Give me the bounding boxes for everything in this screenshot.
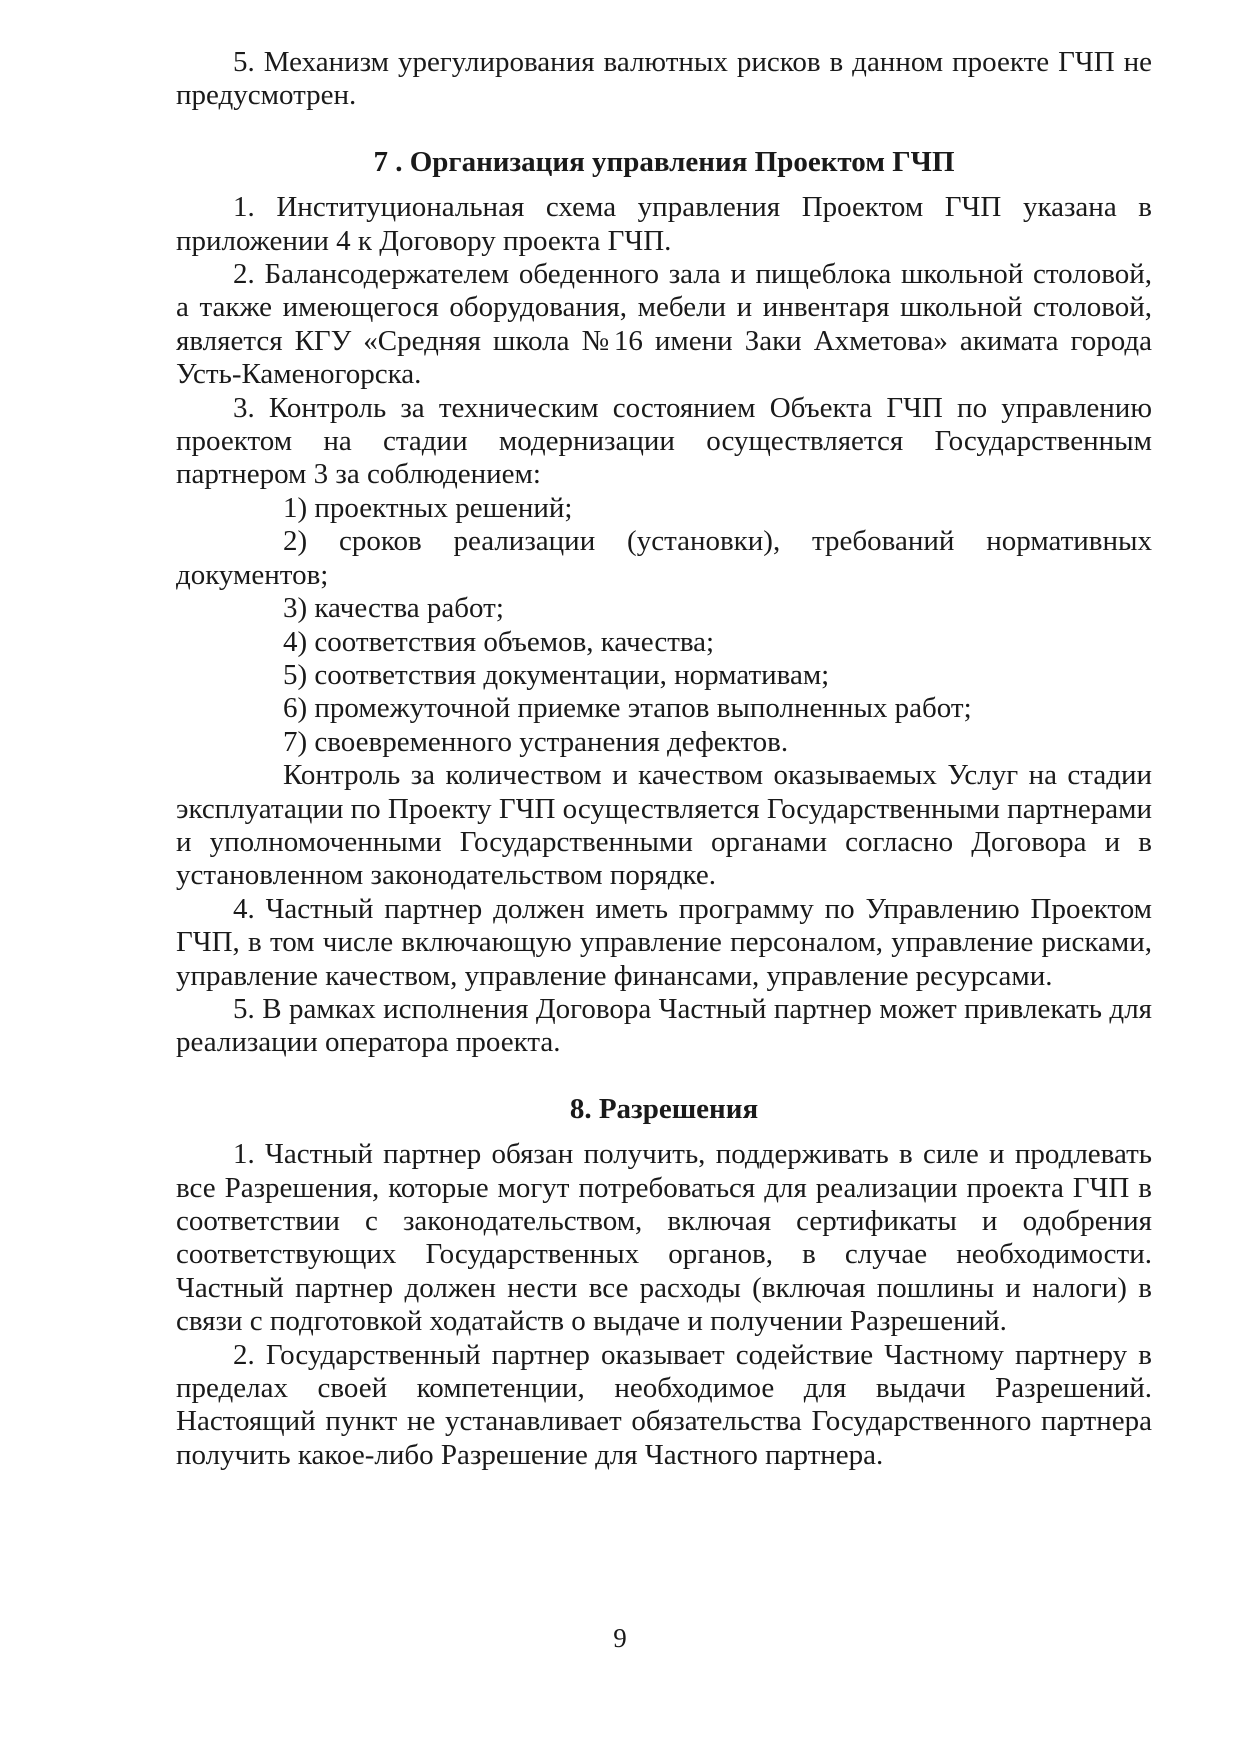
section-7-heading: 7 . Организация управления Проектом ГЧП bbox=[373, 145, 955, 178]
page-number: 9 bbox=[613, 1623, 627, 1653]
subclause-7-3-5: 5) соответствия документации, нормативам; bbox=[283, 658, 830, 691]
subclause-7-3-6: 6) промежуточной приемке этапов выполненных работ; bbox=[283, 692, 972, 725]
subclause-7-3-3: 3) качества работ; bbox=[283, 592, 504, 625]
clause-7-1: 1. Институциональная схема управления Проектом ГЧП указана в приложении 4 к Договору проекта ГЧП. bbox=[176, 191, 1152, 257]
subclause-7-3-2: 2) сроков реализации (установки), требований нормативных документов; bbox=[176, 525, 1152, 591]
clause-7-2: 2. Балансодержателем обеденного зала и пищеблока школьной столовой, а также имеющегося оборудования, мебели и инвентаря школьной столовой, является КГУ «Средняя школа №16 имени Заки Ахметова» акимата города Усть-Каменогорска. bbox=[176, 258, 1152, 391]
subclause-7-3-7: 7) своевременного устранения дефектов. bbox=[283, 725, 789, 758]
clause-currency-risk: 5. Механизм урегулирования валютных рисков в данном проекте ГЧП не предусмотрен. bbox=[176, 46, 1152, 112]
clause-8-1: 1. Частный партнер обязан получить, поддерживать в силе и продлевать все Разрешения, которые могут потребоваться для реализации проекта ГЧП в соответствии с законодательством, включая сертификаты и одобрения соответствующих Государственных органов, в случае необходимости. Частный партнер должен нести все расходы (включая пошлины и налоги) в связи с подготовкой ходатайств о выдаче и получении Разрешений. bbox=[176, 1138, 1152, 1338]
subclause-7-3-4: 4) соответствия объемов, качества; bbox=[283, 625, 715, 658]
clause-7-3: 3. Контроль за техническим состоянием Объекта ГЧП по управлению проектом на стадии модернизации осуществляется Государственным партнером 3 за соблюдением: bbox=[176, 391, 1152, 491]
clause-7-3-services-control: Контроль за количеством и качеством оказываемых Услуг на стадии эксплуатации по Проекту ГЧП осуществляется Государственными партнерами и уполномоченными Государственными органами согласно Договора и в установленном законодательством порядке. bbox=[176, 759, 1152, 892]
document-content bbox=[176, 46, 1152, 1472]
subclause-7-3-1: 1) проектных решений; bbox=[283, 491, 573, 524]
clause-8-2: 2. Государственный партнер оказывает содействие Частному партнеру в пределах своей компетенции, необходимое для выдачи Разрешений. Настоящий пункт не устанавливает обязательства Государственного партнера получить какое-либо Разрешение для Частного партнера. bbox=[176, 1338, 1152, 1471]
clause-7-4: 4. Частный партнер должен иметь программу по Управлению Проектом ГЧП, в том числе включающую управление персоналом, управление рисками, управление качеством, управление финансами, управление ресурсами. bbox=[176, 892, 1152, 992]
section-8-heading: 8. Разрешения bbox=[569, 1092, 759, 1125]
clause-7-5: 5. В рамках исполнения Договора Частный партнер может привлекать для реализации оператора проекта. bbox=[176, 992, 1152, 1059]
